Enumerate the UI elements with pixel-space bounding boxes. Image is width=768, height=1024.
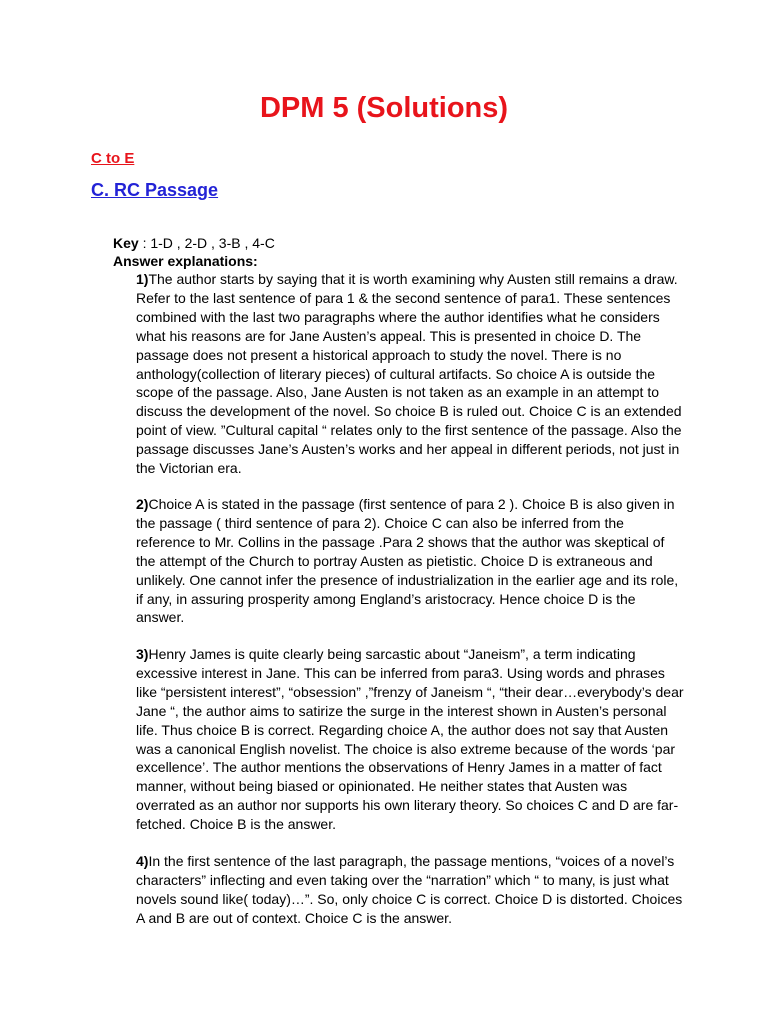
- explanation-1: [136, 270, 684, 478]
- explanation-number: 3): [136, 646, 149, 662]
- explanation-text: The author starts by saying that it is worth examining why Austen still remains a draw. Refer to the last sentence of para 1 & the second sentence of para1. These sentences combined with the last two paragraphs where the author identifies what he considers what his reasons are for Jane Austen’s appeal. This is presented in choice D. The passage does not present a historical approach to study the novel. There is no anthology(collection of literary pieces) of cultural artifacts. So choice A is outside the scope of the passage. Also, Jane Austen is not taken as an example in an attempt to discuss the development of the novel. So choice B is ruled out. Choice C is an extended point of view. ”Cultural capital “ relates only to the first sentence of the passage. Also the passage discusses Jane’s Austen’s works and her appeal in different periods, not just in the Victorian era.: [136, 271, 682, 477]
- key-label: Key: [113, 235, 139, 251]
- page-title: DPM 5 (Solutions): [259, 92, 509, 124]
- explanation-2: [136, 495, 684, 627]
- answer-explanations-heading: Answer explanations:: [113, 253, 258, 269]
- key-value: : 1-D , 2-D , 3-B , 4-C: [138, 235, 275, 251]
- section-range-heading: C to E: [91, 150, 135, 167]
- explanation-number: 4): [136, 853, 149, 869]
- explanation-text: In the first sentence of the last paragraph, the passage mentions, “voices of a novel’s characters” inflecting and even taking over the “narration” which “ to many, is just what novels sound like( today)…”. So, only choice C is correct. Choice D is distorted. Choices A and B are out of context. Choice C is the answer.: [136, 853, 683, 926]
- explanation-3: [136, 645, 684, 834]
- explanation-number: 1): [136, 271, 149, 287]
- explanation-text: Choice A is stated in the passage (first sentence of para 2 ). Choice B is also given in the passage ( third sentence of para 2). Choice C can also be inferred from the reference to Mr. Collins in the passage .Para 2 shows that the author was skeptical of the attempt of the Church to portray Austen as pietistic. Choice D is extraneous and unlikely. One cannot infer the presence of industrialization in the earlier age and its role, if any, in assuring prosperity among England’s aristocracy. Hence choice D is the answer.: [136, 496, 679, 626]
- answer-key: [113, 234, 275, 252]
- explanation-text: Henry James is quite clearly being sarcastic about “Janeism”, a term indicating excessive interest in Jane. This can be inferred from para3. Using words and phrases like “persistent interest”, “obsession” ,”frenzy of Janeism “, “their dear…everybody’s dear Jane “, the author aims to satirize the surge in the interest shown in Austen’s personal life. Thus choice B is correct. Regarding choice A, the author does not say that Austen was a canonical English novelist. The choice is also extreme because of the words ‘par excellence’. The author mentions the observations of Henry James in a matter of fact manner, without being biased or opinionated. He neither states that Austen was overrated as an author nor supports his own literary theory. So choices C and D are far- fetched. Choice B is the answer.: [136, 646, 684, 833]
- explanation-4: [136, 852, 684, 928]
- section-heading: C. RC Passage: [91, 180, 219, 200]
- explanation-number: 2): [136, 496, 149, 512]
